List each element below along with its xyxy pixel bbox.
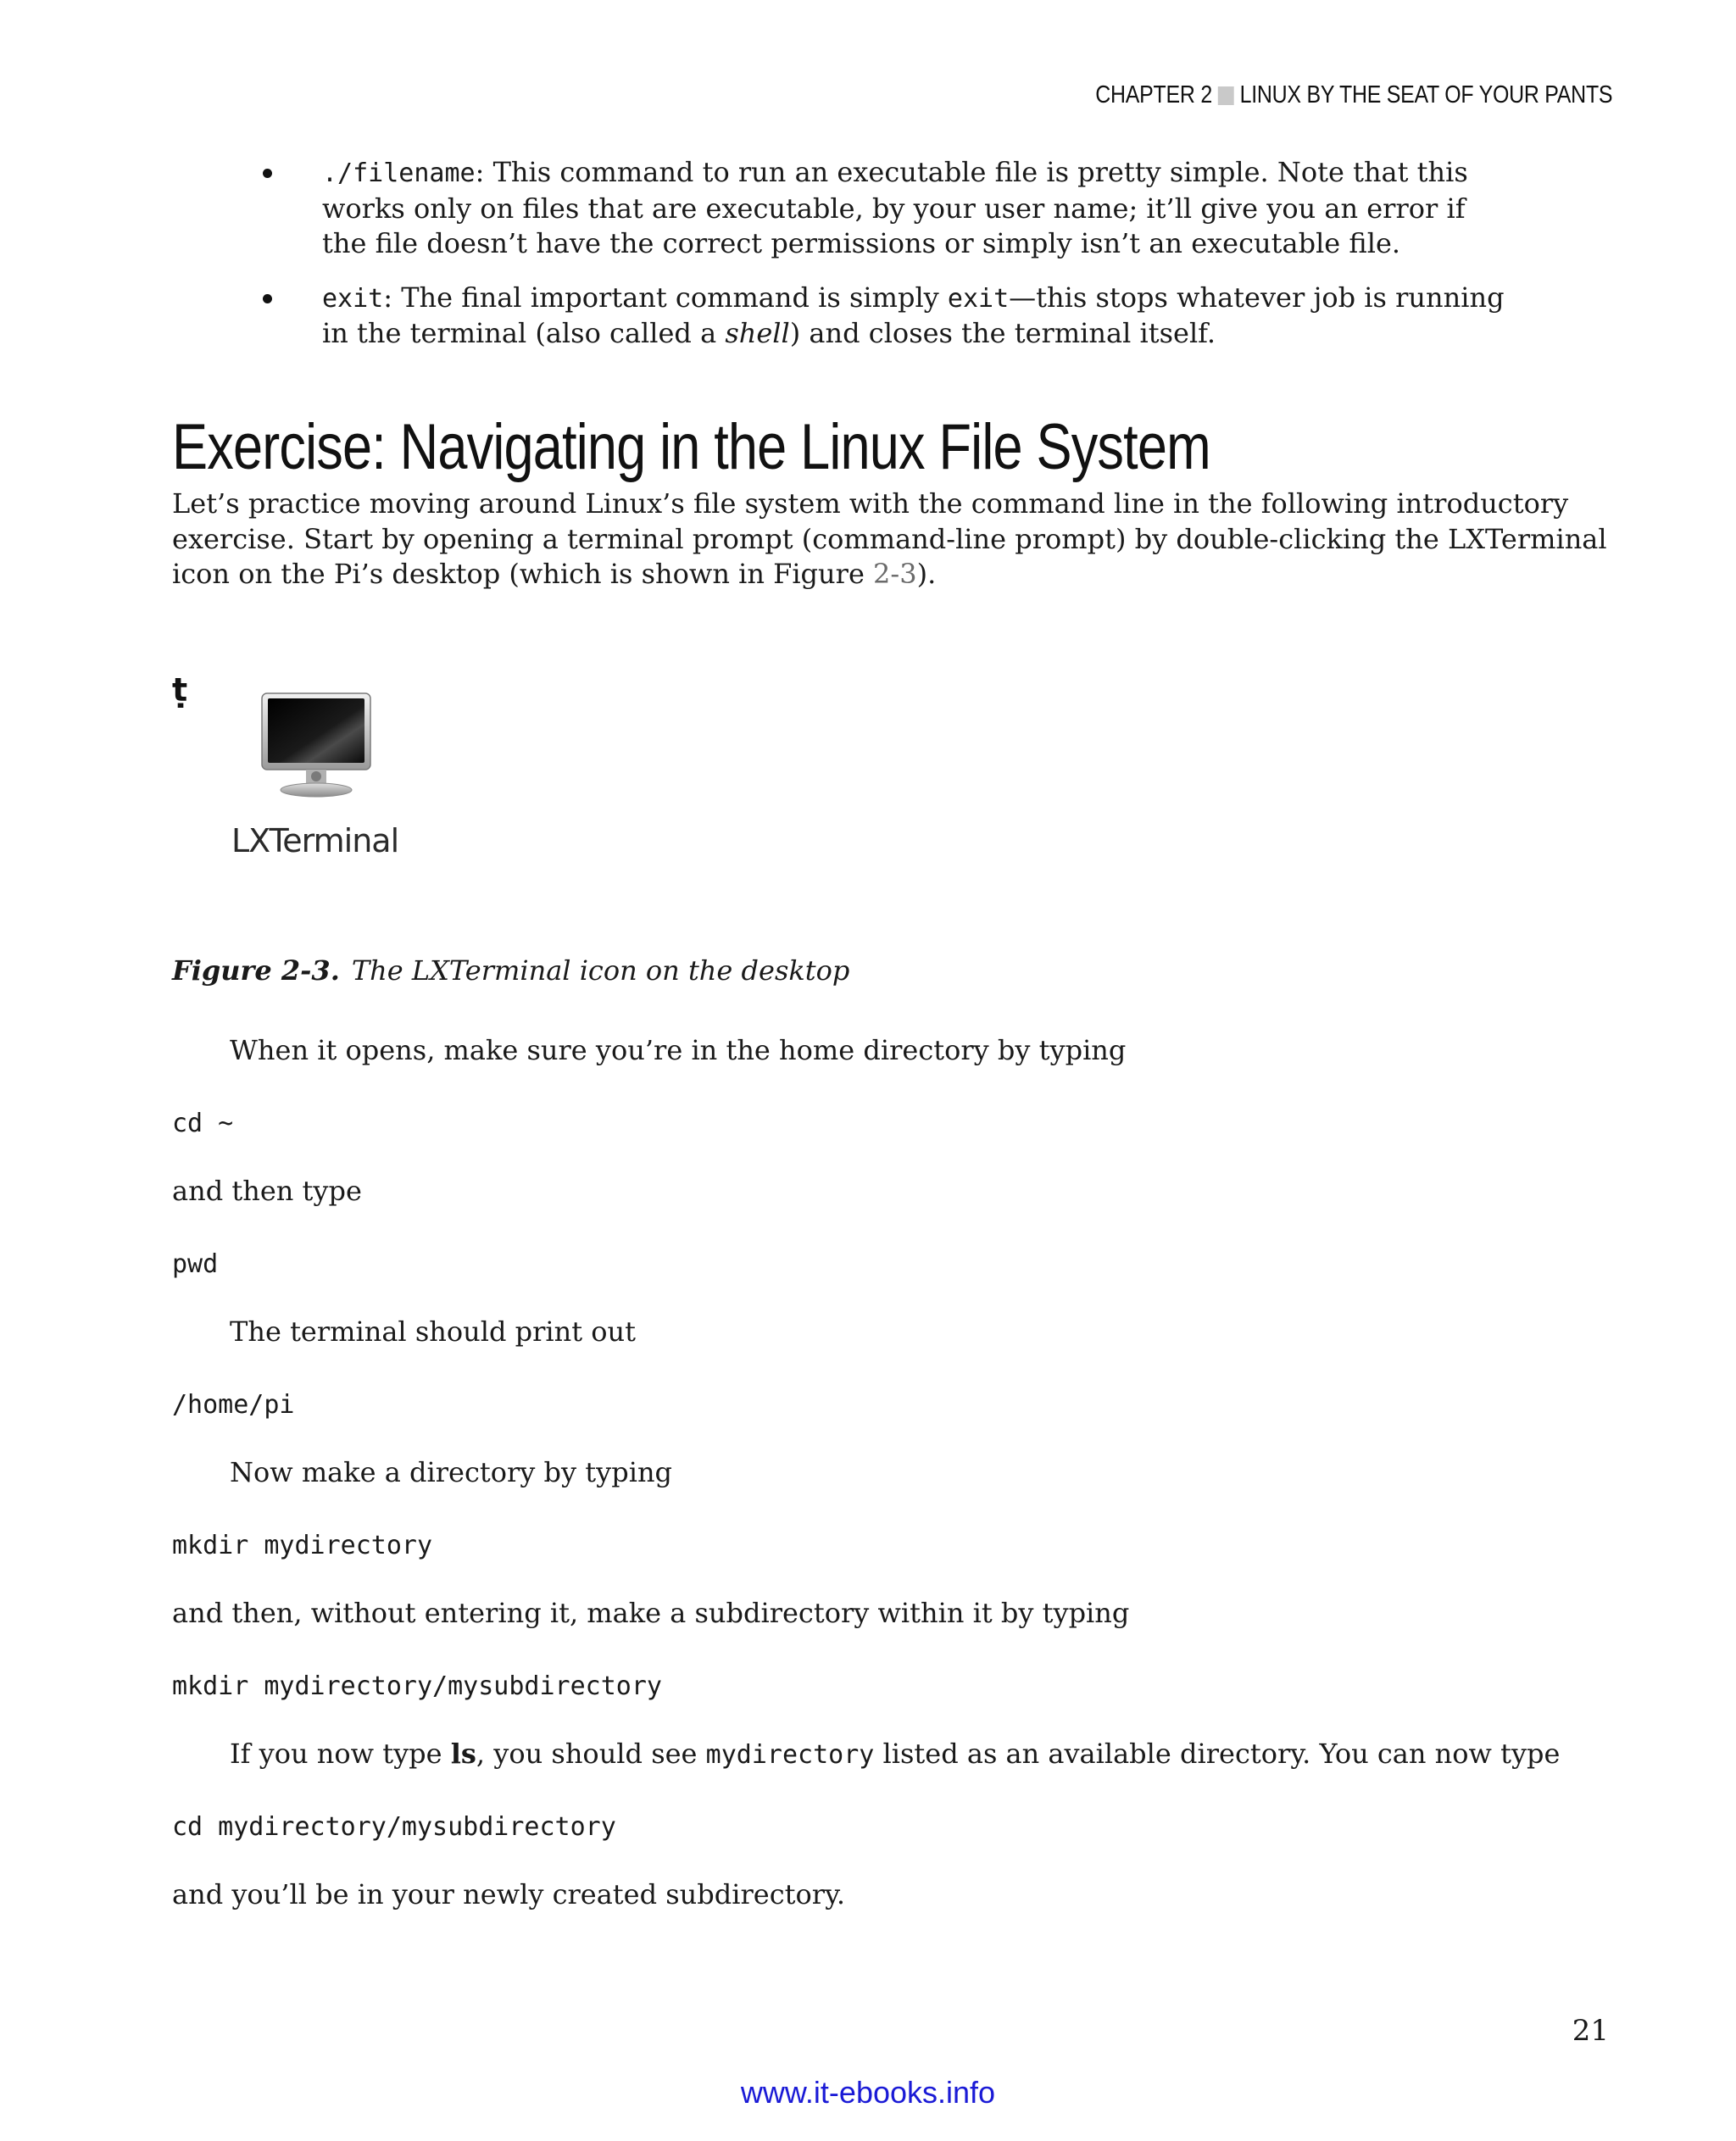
figure-caption bbox=[172, 954, 849, 987]
body-text: , you should see bbox=[476, 1738, 706, 1770]
bold-command: ls bbox=[450, 1738, 476, 1770]
command-description: : This command to run an executable file is pretty simple. Note that this works only on files that are executable, by your user name; it’ll give you an error if the file doesn’t have the correct permissions or simply isn’t an executable file. bbox=[322, 156, 1468, 259]
footer-link[interactable]: www.it-ebooks.info bbox=[740, 2075, 996, 2110]
running-head-title: LINUX BY THE SEAT OF YOUR PANTS bbox=[1239, 81, 1612, 108]
caption-text: The LXTerminal icon on the desktop bbox=[351, 954, 850, 987]
italic-term: shell bbox=[725, 317, 790, 349]
intro-text-end: ). bbox=[916, 558, 937, 590]
intro-text: Let’s practice moving around Linux’s file system with the command line in the following introductory exercise. Start by opening a terminal prompt (command-line prompt) by double-clicking the LXTerminal icon on the Pi’s desktop (which is shown in Figure bbox=[172, 487, 1607, 590]
figure-reference-link[interactable]: 2-3 bbox=[873, 558, 917, 590]
body-paragraph: and you’ll be in your newly created subdirectory. bbox=[172, 1878, 846, 1910]
list-item bbox=[263, 155, 1509, 262]
bullet-icon bbox=[263, 294, 272, 303]
inline-code: exit bbox=[947, 283, 1010, 314]
mouse-cursor-icon: ṭ bbox=[172, 671, 188, 709]
body-paragraph: When it opens, make sure you’re in the home directory by typing bbox=[230, 1034, 1127, 1066]
command-description: : The final important command is simply bbox=[383, 281, 948, 314]
running-head bbox=[1095, 81, 1612, 109]
monitor-icon[interactable] bbox=[257, 692, 376, 800]
command-description: ) and closes the terminal itself. bbox=[789, 317, 1216, 349]
inline-code: mydirectory bbox=[705, 1740, 875, 1770]
body-paragraph: Now make a directory by typing bbox=[230, 1456, 673, 1488]
bullet-icon bbox=[263, 169, 272, 178]
command-code: exit bbox=[322, 283, 384, 314]
icon-label[interactable]: LXTerminal bbox=[231, 822, 399, 859]
body-text: listed as an available directory. You can now type bbox=[874, 1738, 1561, 1770]
body-paragraph: and then, without entering it, make a subdirectory within it by typing bbox=[172, 1597, 1130, 1629]
figure bbox=[172, 670, 511, 873]
caption-number: Figure 2-3. bbox=[172, 954, 340, 987]
separator-square-icon bbox=[1218, 86, 1234, 105]
command-description: —this stops whatever job is running in the terminal (also called a bbox=[322, 281, 1505, 349]
body-paragraph: and then type bbox=[172, 1175, 362, 1207]
body-paragraph bbox=[230, 1738, 1560, 1770]
list-item bbox=[263, 281, 1509, 352]
code-line: pwd bbox=[172, 1249, 219, 1279]
command-list bbox=[263, 155, 1509, 370]
code-line: mkdir mydirectory bbox=[172, 1531, 433, 1560]
page-number: 21 bbox=[1572, 2014, 1609, 2048]
intro-paragraph bbox=[172, 487, 1613, 592]
code-line: /home/pi bbox=[172, 1390, 295, 1420]
code-line: cd mydirectory/mysubdirectory bbox=[172, 1812, 616, 1842]
body-paragraph: The terminal should print out bbox=[230, 1315, 637, 1348]
running-head-chapter: CHAPTER 2 bbox=[1095, 81, 1212, 108]
command-code: ./filename bbox=[322, 158, 476, 188]
code-line: mkdir mydirectory/mysubdirectory bbox=[172, 1671, 662, 1701]
body-text: If you now type bbox=[230, 1738, 451, 1770]
section-heading: Exercise: Navigating in the Linux File System bbox=[172, 411, 1210, 483]
code-line: cd ~ bbox=[172, 1109, 234, 1138]
